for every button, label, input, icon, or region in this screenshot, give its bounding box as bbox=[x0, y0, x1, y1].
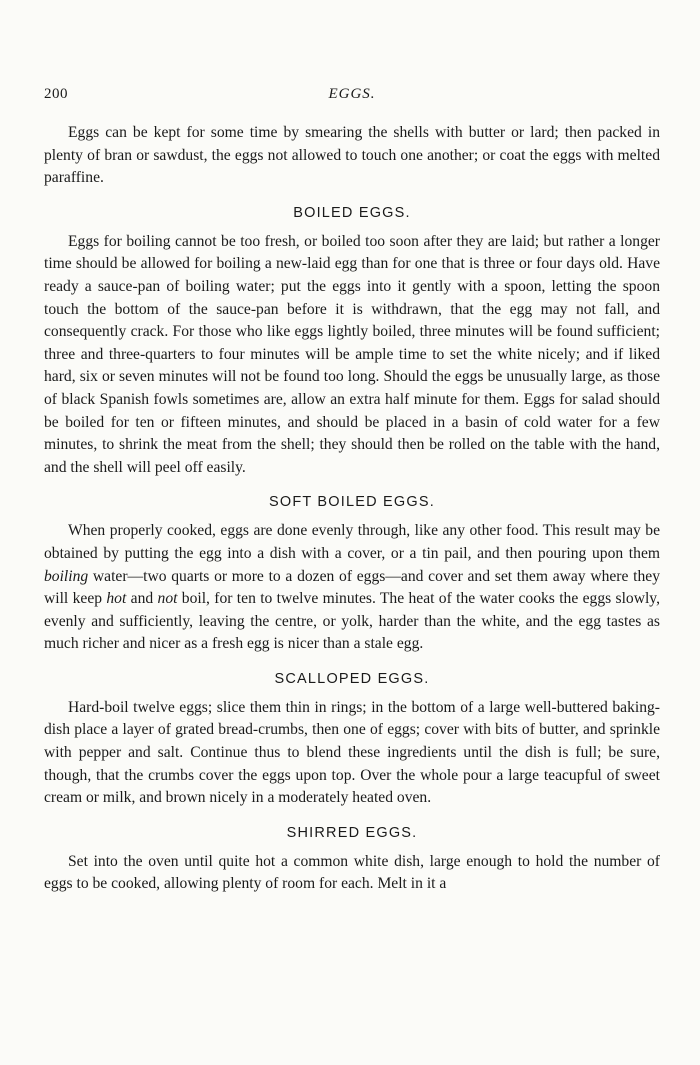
soft-boiled-eggs-paragraph bbox=[44, 520, 660, 656]
scalloped-eggs-paragraph: Hard-boil twelve eggs; slice them thin in rings; in the bottom of a large well-buttered baking-dish place a layer of grated bread-crumbs, then one of eggs; cover with bits of butter, and sprinkle with pepper and salt. Continue thus to blend these ingredients until the dish is full; be sure, though, that the crumbs cover the eggs upon top. Over the whole pour a large teacupful of sweet cream or milk, and brown nicely in a moderately heated oven. bbox=[44, 698, 660, 807]
text-run: and bbox=[126, 590, 158, 608]
shirred-eggs-paragraph: Set into the oven until quite hot a common white dish, large enough to hold the number of eggs to be cooked, allowing plenty of room for each. Melt in it a bbox=[44, 852, 660, 893]
section-heading-boiled-eggs: BOILED EGGS. bbox=[293, 204, 411, 221]
italic-boiling: boiling bbox=[44, 567, 89, 585]
text-run: boil, for ten to twelve minutes. The heat of the water cooks the eggs slowly, evenly and sufficiently, leaving the centre, or yolk, harder than the white, and the egg tastes as much richer and nicer as a fresh egg is nicer than a stale egg. bbox=[44, 590, 660, 653]
book-page bbox=[44, 86, 660, 896]
page-number: 200 bbox=[44, 86, 68, 102]
italic-hot: hot bbox=[106, 590, 127, 608]
section-heading-soft-boiled-eggs: SOFT BOILED EGGS. bbox=[269, 494, 435, 511]
italic-not: not bbox=[157, 590, 178, 608]
intro-paragraph: Eggs can be kept for some time by smearing the shells with butter or lard; then packed in plenty of bran or sawdust, the eggs not allowed to touch one another; or coat the eggs with melted paraffine. bbox=[44, 124, 660, 187]
page-header bbox=[44, 86, 660, 112]
running-title: EGGS. bbox=[328, 86, 376, 102]
boiled-eggs-paragraph: Eggs for boiling cannot be too fresh, or boiled too soon after they are laid; but rather a longer time should be allowed for boiling a new-laid egg than for one that is three or four days old. Have ready a sauce-pan of boiling water; put the eggs into it gently with a spoon, letting the spoon touch the bottom of the sauce-pan before it is withdrawn, that the egg may not fall, and consequently crack. For those who like eggs lightly boiled, three minutes will be found sufficient; three and three-quarters to four minutes will be ample time to set the white nicely; and if liked hard, six or seven minutes will not be found too long. Should the eggs be unusually large, as those of black Spanish fowls sometimes are, allow an extra half minute for them. Eggs for salad should be boiled for ten or fifteen minutes, and should be placed in a basin of cold water for a few minutes, to shrink the meat from the shell; they should then be rolled on the table with the hand, and the shell will peel off easily. bbox=[44, 232, 660, 476]
text-run: water—two quarts or more to a dozen of eggs—and cover and set them away where they will keep bbox=[44, 567, 660, 608]
section-heading-shirred-eggs: SHIRRED EGGS. bbox=[286, 824, 418, 841]
text-run: When properly cooked, eggs are done evenly through, like any other food. This result may be obtained by putting the egg into a dish with a cover, or a tin pail, and then pouring upon them bbox=[44, 522, 660, 562]
section-heading-scalloped-eggs: SCALLOPED EGGS. bbox=[274, 670, 430, 687]
